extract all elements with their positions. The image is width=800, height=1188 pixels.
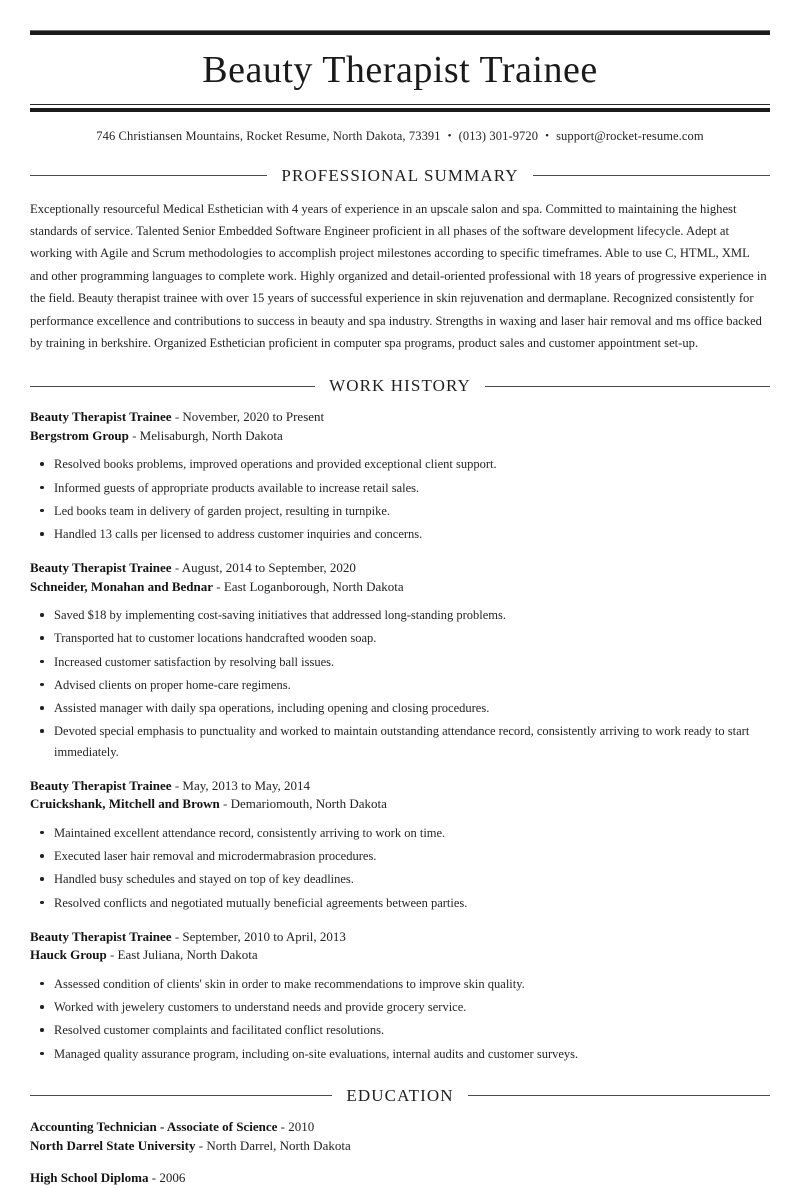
job-bullet: Resolved customer complaints and facilitated conflict resolutions.: [30, 1020, 770, 1040]
job-bullet: Executed laser hair removal and microdermabrasion procedures.: [30, 846, 770, 866]
job-bullet: Increased customer satisfaction by resolving ball issues.: [30, 652, 770, 672]
job-title: Beauty Therapist Trainee: [30, 777, 172, 793]
job-location: East Loganborough, North Dakota: [223, 578, 404, 594]
job-location: Demariomouth, North Dakota: [230, 796, 387, 812]
education-school-dash: -: [195, 1137, 207, 1153]
section-education: [30, 1086, 770, 1188]
job-bullet: Devoted special emphasis to punctuality and worked to maintain outstanding attendance record, consistently arriving to work ready to start immediately.: [30, 721, 770, 762]
job-dates: May, 2013 to May, 2014: [182, 777, 310, 793]
work-history-entry: [30, 408, 770, 544]
work-history-entry: [30, 559, 770, 762]
job-title-line: [30, 777, 770, 795]
heading-rule-left: [30, 386, 315, 387]
education-entry: [30, 1169, 770, 1188]
job-company: Schneider, Monahan and Bednar: [30, 578, 214, 594]
job-bullet: Handled 13 calls per licensed to address customer inquiries and concerns.: [30, 524, 770, 544]
job-company-line: [30, 578, 770, 596]
heading-rule-left: [30, 175, 267, 176]
job-company-line: [30, 427, 770, 445]
job-title-dash: -: [171, 777, 183, 793]
contact-email[interactable]: support@rocket-resume.com: [556, 128, 704, 143]
job-title-line: [30, 408, 770, 426]
job-company: Hauck Group: [30, 947, 107, 963]
education-degree-line: [30, 1118, 770, 1137]
section-heading-work: [30, 376, 770, 396]
job-company: Bergstrom Group: [30, 427, 129, 443]
resume-page: [0, 30, 800, 1186]
work-history-entry: [30, 777, 770, 913]
work-history-entry: [30, 928, 770, 1064]
heading-rule-right: [533, 175, 770, 176]
job-dates: August, 2014 to September, 2020: [181, 560, 356, 576]
education-degree: Accounting Technician - Associate of Science: [30, 1118, 278, 1134]
heading-rule-right: [468, 1095, 770, 1096]
work-history-list: [30, 408, 770, 1063]
contact-phone[interactable]: (013) 301-9720: [458, 128, 539, 143]
education-entry: [30, 1118, 770, 1156]
job-bullet: Informed guests of appropriate products available to increase retail sales.: [30, 478, 770, 498]
education-year: 2010: [288, 1118, 315, 1134]
summary-text: Exceptionally resourceful Medical Esthetician with 4 years of experience in an upscale salon and spa. Committed to maintaining the highest standards of service. Talented Senior Embedded Software Engineer proficient in all phases of the software development lifecycle. Adept at working with Agile and Scrum methodologies to accomplish project milestones according to specific timeframes. Able to use C, HTML, XML and other programming languages to complete work. Highly organized and detail-oriented professional with 18 years of progressive experience in the field. Beauty therapist trainee with over 15 years of successful experience in skin rejuvenation and dermaplane. Recognized consistently for performance excellence and contributions to success in beauty and spa industry. Strengths in waxing and laser hair removal and ms office backed by training in berkshire. Organized Esthetician proficient in computer spa programs, product sales and customer appointment set-up.: [30, 201, 767, 350]
education-list: [30, 1118, 770, 1188]
job-bullet-list: [30, 454, 770, 544]
job-company-line: [30, 946, 770, 964]
education-degree-dash: -: [277, 1118, 289, 1134]
job-bullet: Transported hat to customer locations handcrafted wooden soap.: [30, 628, 770, 648]
job-title-dash: -: [171, 928, 183, 944]
job-bullet: Assisted manager with daily spa operations, including opening and closing procedures.: [30, 698, 770, 718]
job-bullet: Saved $18 by implementing cost-saving initiatives that addressed long-standing problems.: [30, 605, 770, 625]
job-bullet: Resolved conflicts and negotiated mutually beneficial agreements between parties.: [30, 893, 770, 913]
job-title-line: [30, 559, 770, 577]
job-bullet: Handled busy schedules and stayed on top of key deadlines.: [30, 869, 770, 889]
heading-rule-right: [485, 386, 770, 387]
job-bullet: Resolved books problems, improved operations and provided exceptional client support.: [30, 454, 770, 474]
job-dates: September, 2010 to April, 2013: [182, 928, 346, 944]
contact-address: 746 Christiansen Mountains, Rocket Resume, North Dakota, 73391: [96, 128, 441, 143]
job-company-dash: -: [106, 947, 118, 963]
resume-header: [30, 30, 770, 144]
education-degree-dash: -: [148, 1170, 160, 1186]
job-bullet: Advised clients on proper home-care regimens.: [30, 675, 770, 695]
job-bullet: Maintained excellent attendance record, consistently arriving to work on time.: [30, 823, 770, 843]
job-bullet: Led books team in delivery of garden project, resulting in turnpike.: [30, 501, 770, 521]
section-heading-education: [30, 1086, 770, 1106]
job-bullet-list: [30, 823, 770, 913]
job-title: Beauty Therapist Trainee: [30, 409, 172, 425]
job-company: Cruickshank, Mitchell and Brown: [30, 796, 220, 812]
job-title: Beauty Therapist Trainee: [30, 928, 172, 944]
education-location: North Darrel, North Dakota: [206, 1137, 351, 1153]
job-company-dash: -: [128, 427, 140, 443]
header-bottom-thick-rule: [30, 108, 770, 112]
job-bullet-list: [30, 605, 770, 762]
education-degree-line: [30, 1169, 770, 1188]
contact-separator-1: •: [447, 129, 452, 142]
section-work-history: [30, 376, 770, 1063]
contact-line: [30, 129, 770, 144]
job-company-dash: -: [213, 578, 224, 594]
job-location: Melisaburgh, North Dakota: [139, 427, 283, 443]
job-title-dash: -: [171, 560, 182, 576]
page-title: Beauty Therapist Trainee: [202, 49, 598, 91]
header-top-rule: [30, 30, 770, 35]
job-company-line: [30, 795, 770, 813]
contact-separator-2: •: [545, 129, 550, 142]
job-bullet-list: [30, 974, 770, 1064]
education-school: North Darrel State University: [30, 1137, 196, 1153]
job-bullet: Assessed condition of clients' skin in order to make recommendations to improve skin quality.: [30, 974, 770, 994]
education-degree: High School Diploma: [30, 1170, 149, 1186]
job-dates: November, 2020 to Present: [182, 409, 325, 425]
heading-rule-left: [30, 1095, 332, 1096]
job-bullet: Managed quality assurance program, including on-site evaluations, internal audits and customer surveys.: [30, 1044, 770, 1064]
education-year: 2006: [159, 1170, 186, 1186]
section-professional-summary: [30, 166, 770, 355]
section-heading-label: WORK HISTORY: [329, 376, 471, 396]
section-heading-label: PROFESSIONAL SUMMARY: [281, 165, 519, 185]
job-title-line: [30, 928, 770, 946]
job-title: Beauty Therapist Trainee: [30, 560, 172, 576]
section-heading-summary: [30, 166, 770, 186]
section-heading-label: EDUCATION: [346, 1085, 454, 1105]
job-company-dash: -: [219, 796, 231, 812]
job-title-dash: -: [171, 409, 183, 425]
job-bullet: Worked with jewelery customers to understand needs and provide grocery service.: [30, 997, 770, 1017]
job-location: East Juliana, North Dakota: [117, 947, 258, 963]
education-school-line: [30, 1137, 770, 1156]
